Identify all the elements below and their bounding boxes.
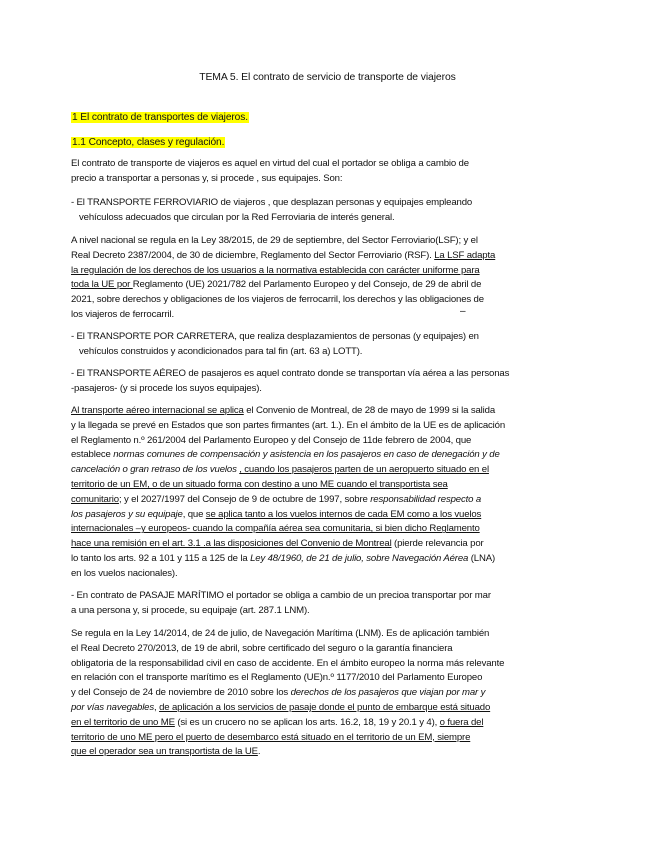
italic-run: Ley 48/1960, de 21 de julio, sobre Navegación Aérea [250,552,469,564]
text-run: (si es un crucero no se aplican los arts. 16.2, 18, 19 y 20.1 y 4), [174,716,440,728]
underlined-run: La LSF adapta [434,249,496,261]
text-line [71,493,590,508]
text-run: , que [182,508,206,520]
text-line [71,716,590,731]
text-line [71,745,590,760]
text-run: (LNA) [468,552,496,564]
underlined-run: que el operador sea un transportista de la UE [71,746,258,758]
underlined-run: Al transporte aéreo internacional se aplica [71,405,244,416]
text-line [71,701,590,716]
text-run: establece [71,449,114,461]
document-title: TEMA 5. El contrato de servicio de transporte de viajeros [199,72,456,83]
national-rail-paragraph [71,234,590,323]
text-line [71,537,590,552]
text-run: . [257,746,261,758]
text-line: - El TRANSPORTE FERROVIARIO de viajeros , que desplazan personas y equipajes empleando [71,197,473,208]
road-paragraph [71,330,590,360]
text-line: Se regula en la Ley 14/2014, de 24 de julio, de Navegación Marítima (LNM). Es de aplicación también [71,628,490,639]
text-line [71,508,590,523]
text-line: el Reglamento n.º 261/2004 del Parlamento Europeo y del Consejo de 11de febrero de 2004, que [71,434,472,446]
rail-paragraph [71,196,590,226]
text-line: y la llegada se prevé en Estados que son partes firmantes (art. 1.). En el ámbito de la UE es de aplicación [71,419,506,431]
text-line: - El TRANSPORTE POR CARRETERA, que realiza desplazamientos de personas (y equipajes) en [71,331,479,342]
text-line: en relación con el transporte marítimo es el Reglamento (UE)n.º 1177/2010 del Parlamento Europeo [71,672,483,684]
text-line [71,278,590,293]
underlined-run: en el territorio de uno ME [71,716,175,728]
italic-run: los pasajeros y su equipaje [71,508,183,520]
text-run: lo tanto los arts. 92 a 101 y 115 a 125 de la [71,552,251,564]
italic-run: por vías navegables [71,701,155,713]
text-line [71,448,590,463]
text-line [71,249,590,264]
text-line: el Real Decreto 270/2013, de 19 de abril, sobre certificado del seguro o la garantía financiera [71,642,453,654]
text-line: - El TRANSPORTE AÉREO de pasajeros es aquel contrato donde se transportan vía aérea a las personas [71,368,510,379]
text-line: -pasajeros- (y si procede los suyos equipajes). [71,382,262,394]
text-line: a una persona y, si procede, su equipaje (art. 287.1 LNM). [71,604,310,616]
underlined-run: toda la UE por [71,279,133,291]
italic-run: responsabilidad respecto a [370,493,482,505]
underlined-run: de aplicación a los servicios de pasaje donde el punto de embarque está situado [159,701,491,713]
underlined-run: comunitario [71,493,119,505]
stray-dash-mark: – [460,306,466,317]
italic-run: derechos de los pasajeros que viajan por mar y [290,687,486,699]
text-line: El contrato de transporte de viajeros es aquel en virtud del cual el portador se obliga a cambio de [71,158,469,169]
text-run: (pierde relevancia por [391,538,484,550]
lnm-paragraph [71,627,590,760]
text-line: vehículos construidos y acondicionados para tal fin (art. 63 a) LOTT). [79,345,363,357]
underlined-run: o fuera del [439,716,484,728]
section-heading: 1 El contrato de transportes de viajeros. [72,112,248,123]
italic-run: cancelación o gran retraso de los vuelos [71,464,240,476]
text-run: y del Consejo de 24 de noviembre de 2010 sobre los [71,687,291,699]
definition-paragraph [71,157,590,187]
text-line: vehículoss adecuados que circulan por la Red Ferroviaria de interés general. [79,211,395,223]
italic-run: normas comunes de compensación y asistencia en los pasajeros en caso de denegación y de [113,449,500,461]
montreal-paragraph [71,404,590,582]
underlined-run: , cuando los pasajeros parten de un aeropuerto situado en el [239,464,489,476]
text-run: Reglamento (UE) 2021/782 del Parlamento Europeo y del Consejo, de 29 de abril de [132,279,482,291]
maritime-paragraph [71,589,590,619]
text-line: territorio de uno ME pero el puerto de desembarco está situado en el territorio de un EM, siempre [71,731,471,743]
text-line: en los vuelos nacionales). [71,567,178,579]
text-line [71,552,590,567]
text-line [71,404,590,419]
text-line: obligatoria de la responsabilidad civil en caso de accidente. En el ámbito europeo la norma más relevante [71,657,505,669]
text-line: la regulación de los derechos de los usuarios a la normativa establecida con carácter uniforme para [71,264,480,276]
text-line: - En contrato de PASAJE MARÍTIMO el portador se obliga a cambio de un precioa transportar por mar [71,590,491,601]
text-line [71,686,590,701]
text-line [71,463,590,478]
text-line: precio a transportar a personas y, si procede , sus equipajes. Son: [71,172,343,184]
text-run: Real Decreto 2387/2004, de 30 de diciembre, Reglamento del Sector Ferroviario (RSF). [71,249,435,261]
text-run: ; y el 2027/1997 del Consejo de 9 de octubre de 1997, sobre [118,493,371,505]
text-run: , [154,701,160,713]
underlined-run: hace una remisión en el art. 3.1 .a las disposiciones del Convenio de Montreal [71,538,392,550]
text-line: los viajeros de ferrocarril. [71,308,174,320]
text-line: A nivel nacional se regula en la Ley 38/2015, de 29 de septiembre, del Sector Ferroviario(LSF); y el [71,235,478,246]
air-paragraph [71,367,590,397]
underlined-run: se aplica tanto a los vuelos internos de cada EM como a los vuelos [205,508,482,520]
text-line: territorio de un EM, o de un situado forma con destino a uno ME cuando el transportista sea [71,478,448,490]
text-run: el Convenio de Montreal, de 28 de mayo de 1999 si la salida [243,405,496,416]
subsection-heading: 1.1 Concepto, clases y regulación. [72,137,225,148]
text-line: 2021, sobre derechos y obligaciones de los viajeros de ferrocarril, los derechos y las obligaciones de [71,294,484,306]
text-line: internacionales –y europeos- cuando la compañía aérea sea comunitaria, si bien dicho Reglamento [71,523,480,535]
